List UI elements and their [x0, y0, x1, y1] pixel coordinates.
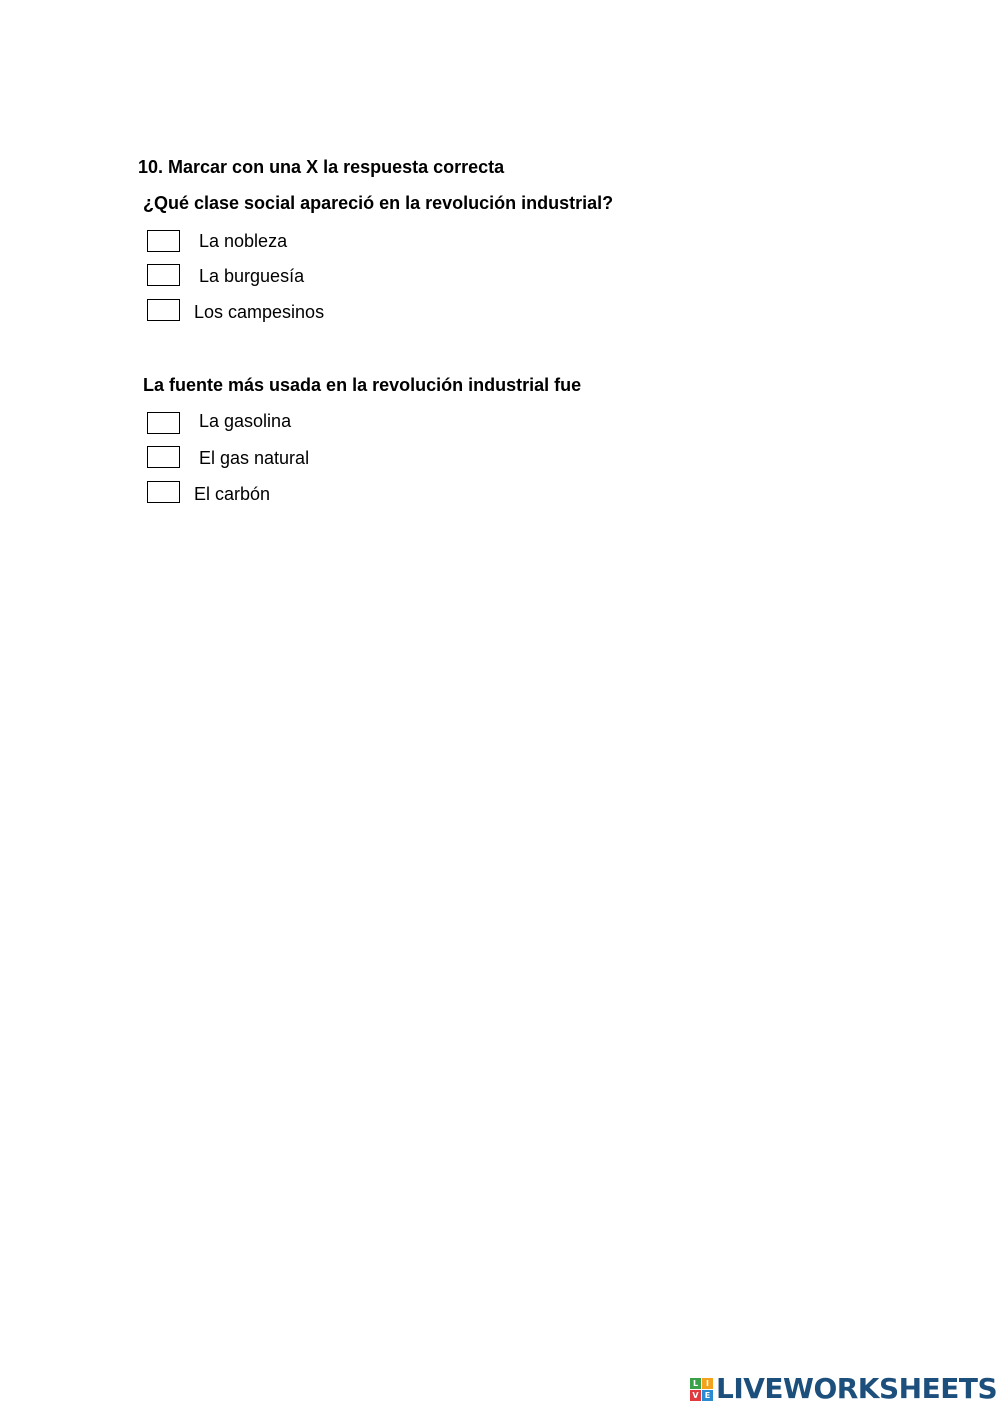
- answer-checkbox[interactable]: [147, 412, 180, 434]
- answer-checkbox[interactable]: [147, 230, 180, 252]
- liveworksheets-mark-icon: [690, 1378, 713, 1401]
- mark-square-icon: L: [690, 1378, 701, 1389]
- answer-checkbox[interactable]: [147, 264, 180, 286]
- question-2-text: La fuente más usada en la revolución industrial fue: [143, 375, 582, 395]
- option-label: La gasolina: [199, 411, 292, 431]
- option-label: El carbón: [194, 484, 271, 504]
- option-label: La nobleza: [199, 231, 288, 251]
- mark-square-icon: E: [702, 1390, 713, 1401]
- option-label: El gas natural: [199, 448, 310, 468]
- question-1-text: ¿Qué clase social apareció en la revolución industrial?: [143, 193, 614, 213]
- answer-checkbox[interactable]: [147, 481, 180, 503]
- mark-square-icon: I: [702, 1378, 713, 1389]
- instruction-heading: 10. Marcar con una X la respuesta correcta: [138, 157, 505, 177]
- option-label: Los campesinos: [194, 302, 325, 322]
- option-label: La burguesía: [199, 266, 305, 286]
- brand-name: LIVEWORKSHEETS: [716, 1372, 998, 1405]
- mark-square-icon: V: [690, 1390, 701, 1401]
- liveworksheets-logo: [690, 1372, 997, 1406]
- answer-checkbox[interactable]: [147, 299, 180, 321]
- answer-checkbox[interactable]: [147, 446, 180, 468]
